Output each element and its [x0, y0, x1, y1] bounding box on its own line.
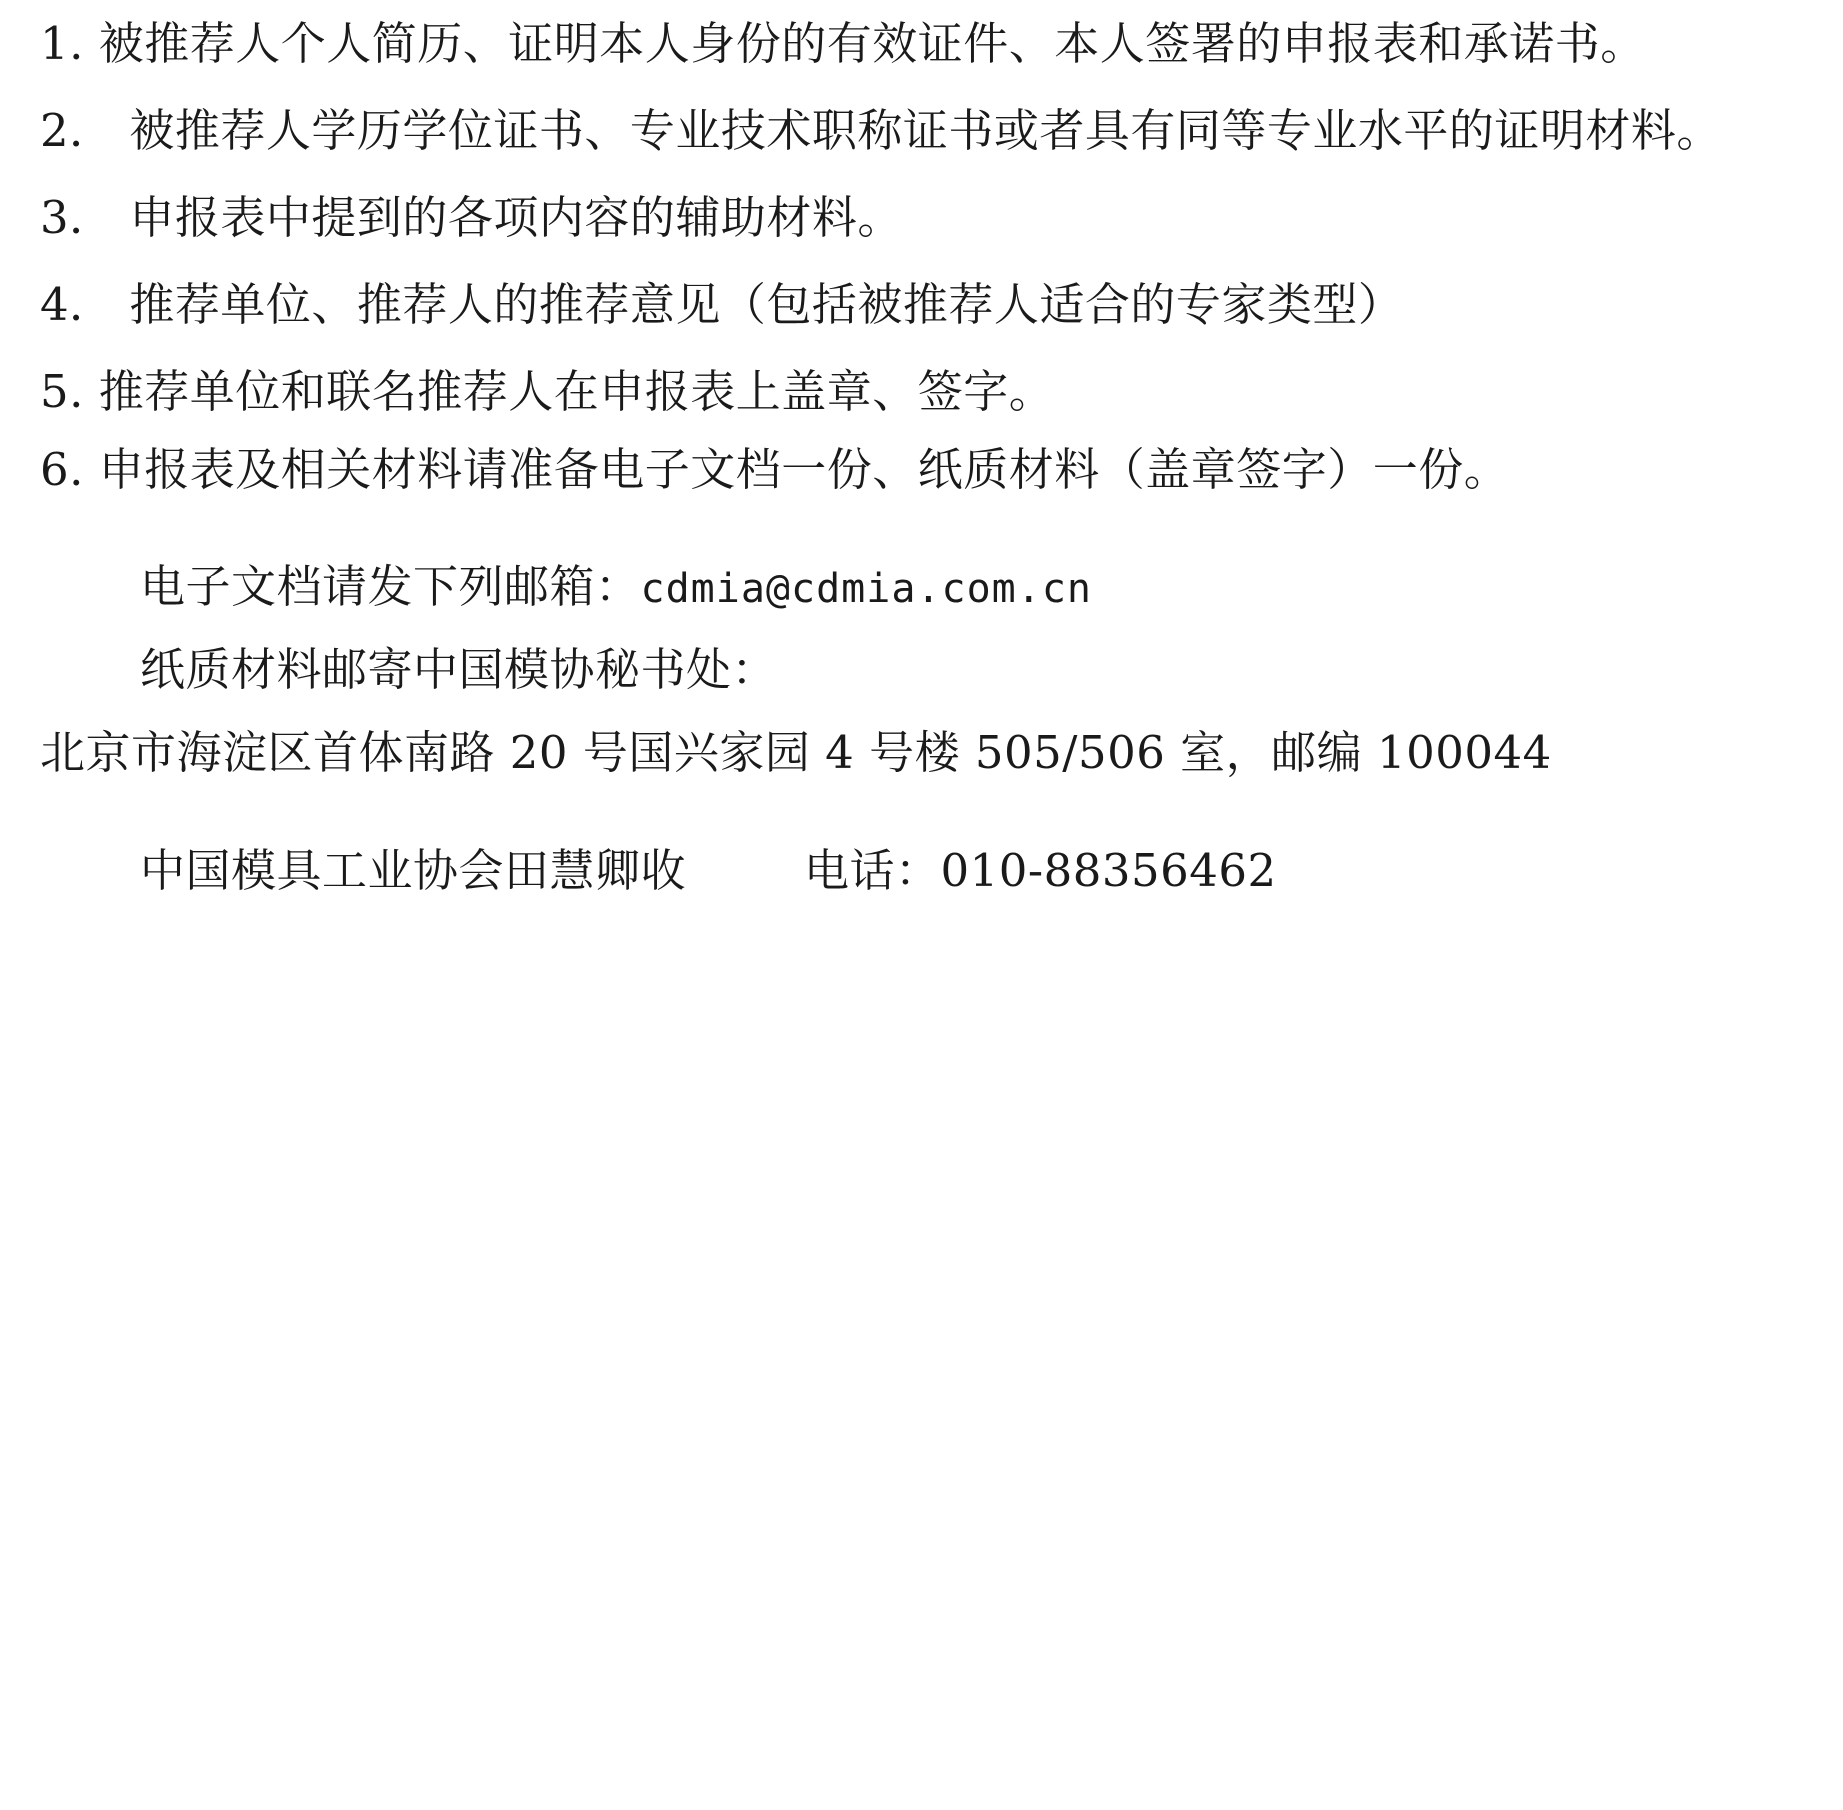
recipient-name: 中国模具工业协会田慧卿收: [140, 844, 687, 898]
email-address: cdmia@cdmia.com.cn: [640, 566, 1092, 613]
list-item-1: 1. 被推荐人个人简历、证明本人身份的有效证件、本人签署的申报表和承诺书。: [40, 17, 1646, 70]
list-item-3: 3． 申报表中提到的各项内容的辅助材料。: [40, 190, 903, 244]
postal-address: 北京市海淀区首体南路 20 号国兴家园 4 号楼 505/506 室，邮编 100044: [40, 726, 1552, 780]
contact-block: [40, 551, 1803, 908]
list-item-6: 6. 申报表及相关材料请准备电子文档一份、纸质材料（盖章签字）一份。: [40, 443, 1510, 497]
email-line: [40, 551, 1803, 624]
recipient-line: [40, 835, 1803, 908]
phone-number: 电话：010-88356462: [804, 844, 1277, 898]
list-item-2: 2． 被推荐人学历学位证书、专业技术职称证书或者具有同等专业水平的证明材料。: [40, 103, 1722, 157]
list-item-4: 4． 推荐单位、推荐人的推荐意见（包括被推荐人适合的专家类型）: [40, 277, 1404, 331]
list-item-5: 5. 推荐单位和联名推荐人在申报表上盖章、签字。: [40, 364, 1055, 418]
mail-label-line: 纸质材料邮寄中国模协秘书处：: [140, 643, 778, 697]
email-label: 电子文档请发下列邮箱：: [140, 560, 641, 614]
